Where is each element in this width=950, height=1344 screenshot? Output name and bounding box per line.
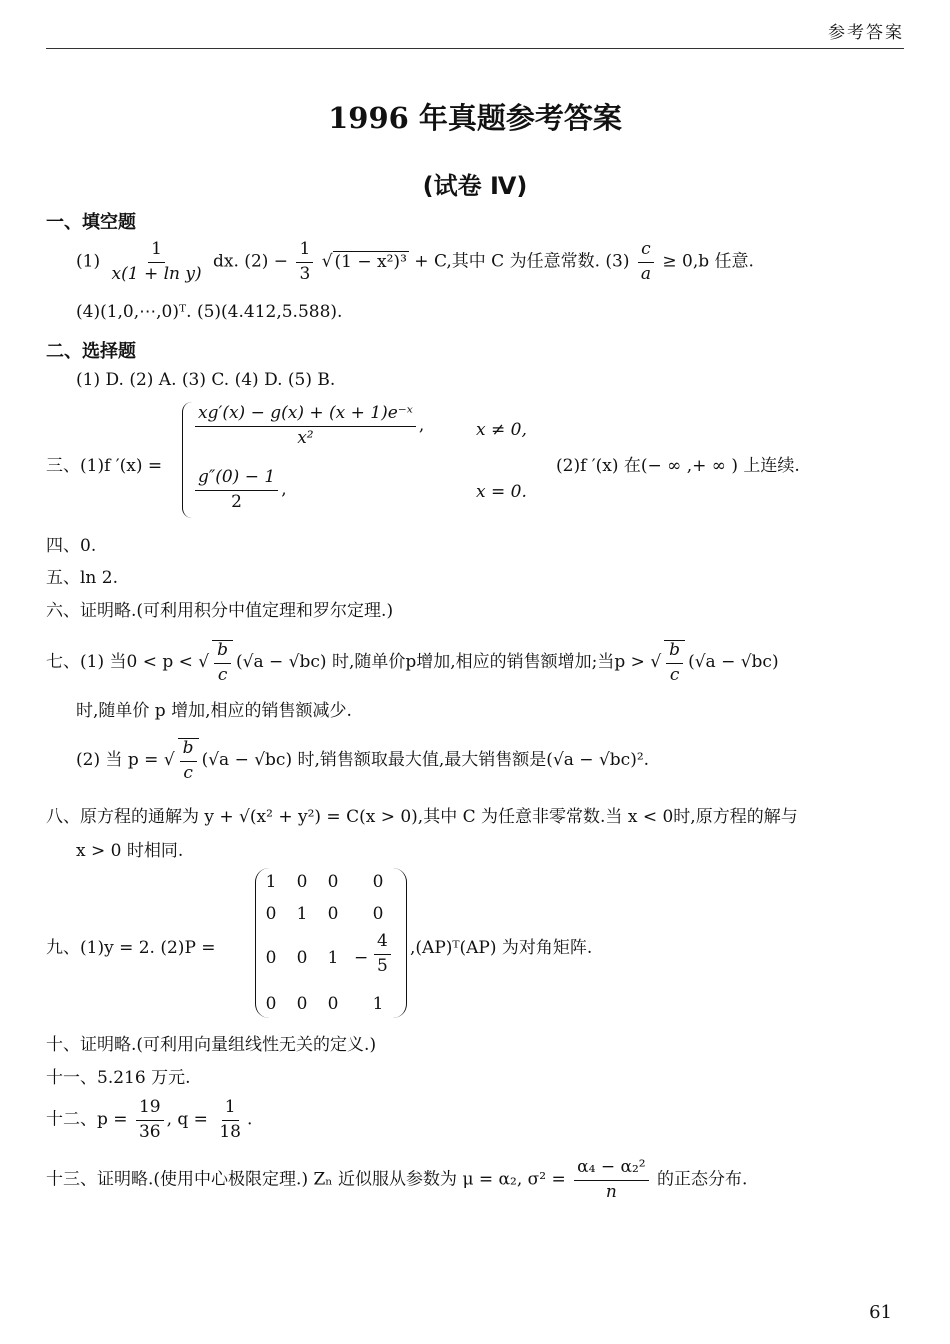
s12-p-den: 36 [138,1121,161,1142]
matrix-frac-den: 5 [377,955,388,976]
s12-end: . [246,1109,253,1130]
s13-b: 的正态分布. [657,1169,748,1190]
s13-a: 十三、证明略.(使用中心极限定理.) Zₙ 近似服从参数为 μ = α₂, σ² = [46,1169,566,1190]
s7-frac-2-num: b [666,641,683,664]
s6: 六、证明略.(可利用积分中值定理和罗尔定理.) [46,601,394,621]
matrix-cell: 0 [265,994,277,1014]
sqrt-sign: √ [321,251,333,272]
matrix-cell: 1 [372,994,384,1014]
s13 [46,1158,747,1202]
matrix-p [255,868,407,1018]
s7-frac-2-den: c [669,664,680,685]
s7-paren-2: (√a − √bc) [688,652,779,673]
running-title: 参考答案 [828,23,904,43]
fill-q3-den: a [640,263,651,284]
s3-case2-den: 2 [231,491,242,512]
matrix-cell: 0 [296,948,308,968]
s12-q-fraction [216,1098,244,1142]
s8-line-2: x > 0 时相同. [76,841,184,861]
matrix-neg-sign: − [354,948,369,968]
s7-a1: 七、(1) 当0 < p < [46,652,193,673]
sqrt-sign: √ [650,652,662,673]
fill-q1-den: x(1 + ln y) [111,263,202,284]
page-title: 1996 年真题参考答案 [328,101,622,135]
fill-line-2: (4)(1,0,⋯,0)ᵀ. (5)(4.412,5.588). [76,302,343,322]
s4: 四、0. [46,536,97,556]
s7-paren-3: (√a − √bc) [201,750,293,771]
matrix-cell: 1 [327,948,339,968]
matrix-cell: 0 [265,904,277,924]
s12-q-label: , q = [166,1109,208,1130]
fill-q3-tail: ≥ 0,b 任意. [662,251,754,272]
sqrt-sign: √ [163,750,175,771]
matrix-cell: 0 [372,904,384,924]
s7-frac-1-den: c [217,664,228,685]
s12-p-fraction [136,1098,164,1142]
s7-frac-1-num: b [214,641,231,664]
fill-q2-label: dx. (2) − [213,251,289,272]
s9-label: 九、(1)y = 2. (2)P = [46,938,216,958]
s13-fraction [574,1158,648,1202]
matrix-cell: 0 [372,872,384,892]
s12-q-den: 18 [219,1121,241,1142]
matrix-cell: 0 [296,994,308,1014]
s3-case2-fraction [195,468,278,512]
fill-q1-fraction [109,240,205,284]
section-fill-heading: 一、填空题 [46,212,136,233]
sqrt-sign: √ [198,652,210,673]
s7-line-2: 时,随单价 p 增加,相应的销售额减少. [76,701,352,721]
s7-line-1 [46,640,779,685]
s7-l3a: (2) 当 p = [76,750,159,771]
choice-answers: (1) D. (2) A. (3) C. (4) D. (5) B. [76,370,336,390]
s7-frac-3-den: c [183,762,193,783]
matrix-cell: 0 [327,904,339,924]
section-choice-heading: 二、选择题 [46,341,136,362]
matrix-fraction [371,932,394,976]
fill-q2-num: 1 [296,240,313,263]
s12-q-num: 1 [222,1098,239,1121]
s7-paren-1: (√a − √bc) [236,652,327,673]
s3-case1-den: x² [297,427,314,448]
s12-p-num: 19 [136,1098,164,1121]
s7-frac-2 [664,640,685,685]
s13-num: α₄ − α₂² [574,1158,648,1181]
s9-tail: ,(AP)ᵀ(AP) 为对角矩阵. [410,938,593,958]
s10: 十、证明略.(可利用向量组线性无关的定义.) [46,1035,377,1055]
fill-q3-num: c [638,240,654,263]
matrix-cell: 0 [327,994,339,1014]
matrix-cell: 0 [296,872,308,892]
page-number: 61 [869,1302,892,1323]
matrix-cell: 1 [265,872,277,892]
s3-case1: $\frac{\text{xg′(x) − g(x) + (x + 1)e⁻ˣ}}{\text{x²}}$ , [192,404,424,448]
s12-label: 十二、p = [46,1109,128,1130]
s7-a2: 时,随单价p增加,相应的销售额增加;当p > [331,652,645,673]
s3-case2: $\frac{g''(0) - 1}{2}$ , [192,468,287,512]
matrix-cell: 0 [265,948,277,968]
s7-frac-3 [178,738,199,783]
s7-line-3 [76,738,649,783]
s3-case1-cond: x ≠ 0, [476,420,527,440]
matrix-cell: 1 [296,904,308,924]
matrix-frac-num: 4 [374,932,391,955]
fill-q2-radicand: (1 − x²)³ [334,251,407,272]
header-rule [46,48,904,49]
fill-line-1 [76,240,754,284]
s3-case2-cond: x = 0. [476,482,527,502]
page-subtitle: (试卷 Ⅳ) [422,172,528,200]
s3-part2: (2)f ′(x) 在(− ∞ ,+ ∞ ) 上连续. [556,456,800,476]
s3-label: 三、(1)f ′(x) = [46,456,163,476]
s12 [46,1098,252,1142]
matrix-cell: 0 [327,872,339,892]
fill-q2-den: 3 [299,263,311,284]
s13-den: n [605,1181,617,1202]
fill-q3-fraction [638,240,654,284]
s3-case2-num: g″(0) − 1 [195,468,278,491]
fill-q2-fraction [296,240,313,284]
s5: 五、ln 2. [46,568,119,588]
fill-q1-label: (1) [76,251,101,272]
s7-frac-3-num: b [180,739,197,762]
s7-frac-1 [212,640,233,685]
fill-q1-num: 1 [148,240,165,263]
s11: 十一、5.216 万元. [46,1068,191,1088]
s8-line-1: 八、原方程的通解为 y + √(x² + y²) = C(x > 0),其中 C 为任意非零常数.当 x < 0时,原方程的解与 [46,807,798,827]
fill-q2-tail: + C,其中 C 为任意常数. (3) [414,251,630,272]
s3-case1-fraction [195,404,416,448]
s7-l3b: 时,销售额取最大值,最大销售额是(√a − √bc)². [297,750,650,771]
s3-case1-num: xg′(x) − g(x) + (x + 1)e⁻ˣ [195,404,416,427]
